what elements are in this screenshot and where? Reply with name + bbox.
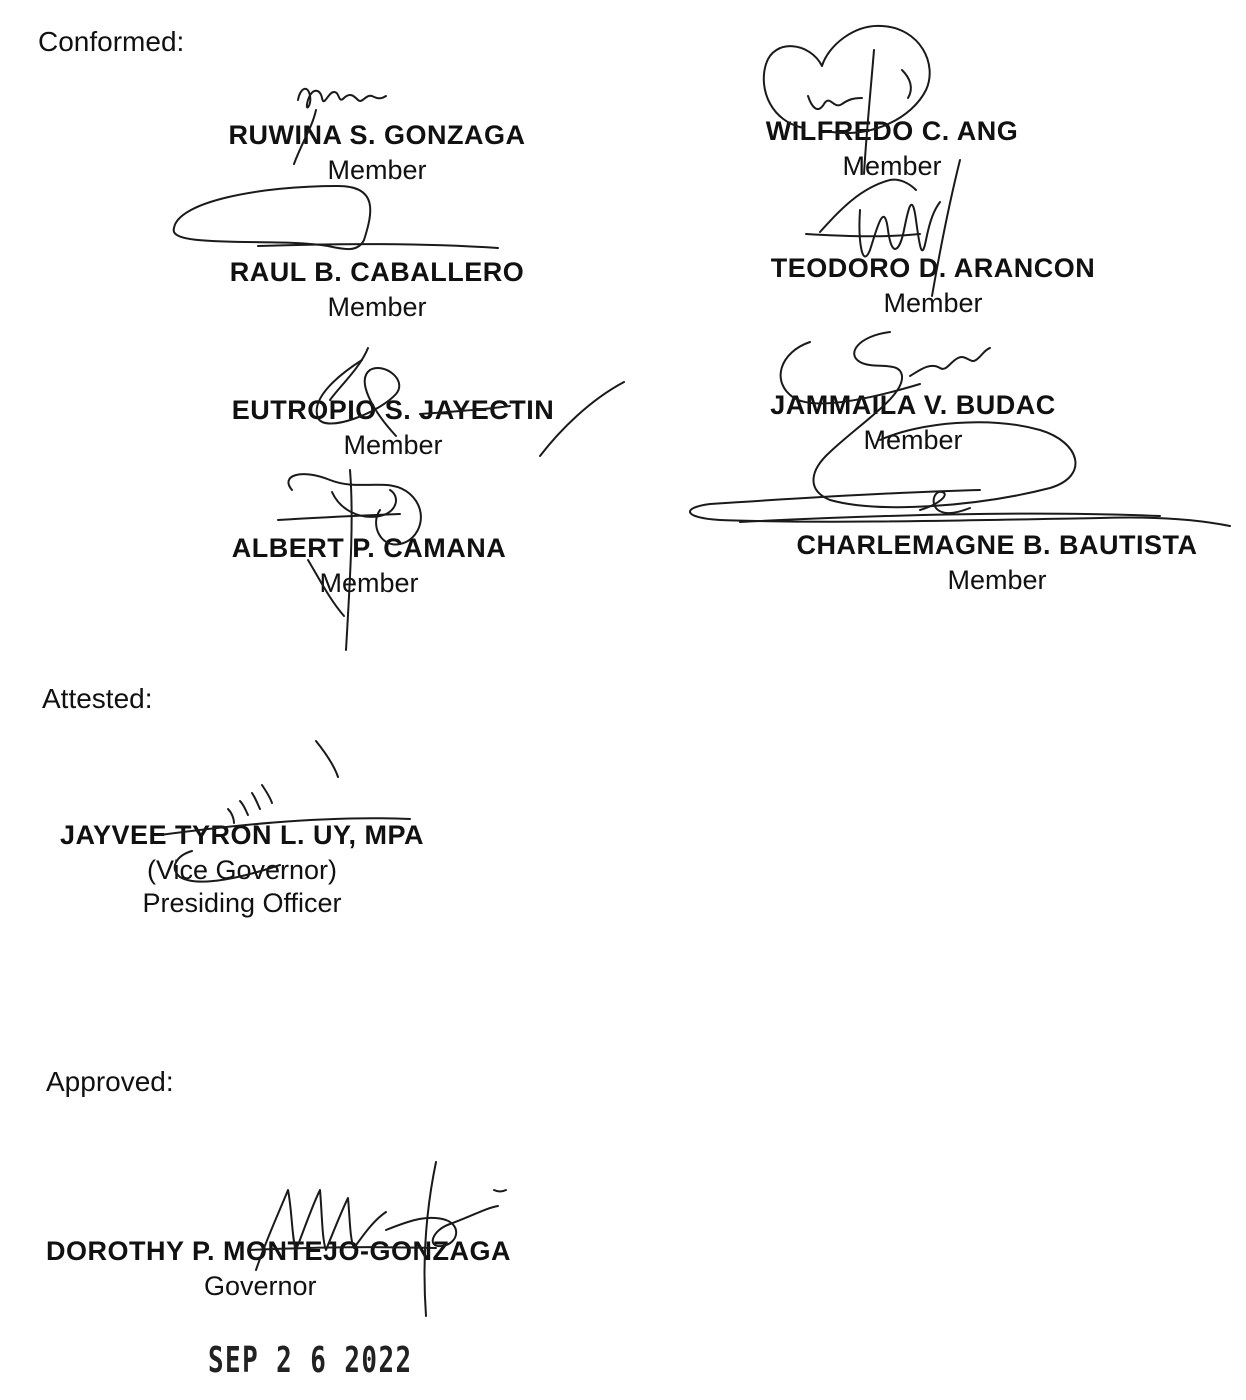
presiding-officer-position: (Vice Governor) [146, 855, 338, 885]
member-block-camana [149, 533, 589, 599]
member-name: RAUL B. CABALLERO [229, 257, 525, 287]
member-block-budac [693, 390, 1133, 456]
member-block-arancon [713, 253, 1153, 319]
member-name: CHARLEMAGNE B. BAUTISTA [796, 530, 1198, 560]
member-block-ang [672, 116, 1112, 182]
governor-block [46, 1236, 566, 1302]
member-name: RUWINA S. GONZAGA [228, 120, 526, 150]
member-name: EUTROPIO S. JAYECTIN [231, 395, 555, 425]
presiding-officer-role: Presiding Officer [142, 888, 342, 918]
conformed-label: Conformed: [38, 26, 185, 57]
approved-label: Approved: [46, 1066, 174, 1097]
member-role: Member [947, 565, 1047, 595]
member-block-gonzaga [157, 120, 597, 186]
member-role: Member [343, 430, 443, 460]
member-name: TEODORO D. ARANCON [770, 253, 1096, 283]
member-role: Member [883, 288, 983, 318]
member-role: Member [319, 568, 419, 598]
attested-label: Attested: [42, 683, 153, 714]
governor-role: Governor [204, 1271, 317, 1301]
presiding-officer-block [22, 820, 462, 919]
member-role: Member [327, 292, 427, 322]
member-role: Member [327, 155, 427, 185]
member-block-caballero [157, 257, 597, 323]
member-role: Member [842, 151, 942, 181]
member-name: ALBERT P. CAMANA [231, 533, 507, 563]
member-block-jayectin [173, 395, 613, 461]
governor-name: DOROTHY P. MONTEJO-GONZAGA [46, 1236, 512, 1266]
member-block-bautista [757, 530, 1237, 596]
member-name: WILFREDO C. ANG [765, 116, 1019, 146]
date-stamp: SEP 2 6 2022 [208, 1340, 413, 1381]
presiding-officer-name: JAYVEE TYRON L. UY, MPA [59, 820, 425, 850]
member-name: JAMMAILA V. BUDAC [770, 390, 1056, 420]
member-role: Member [863, 425, 963, 455]
